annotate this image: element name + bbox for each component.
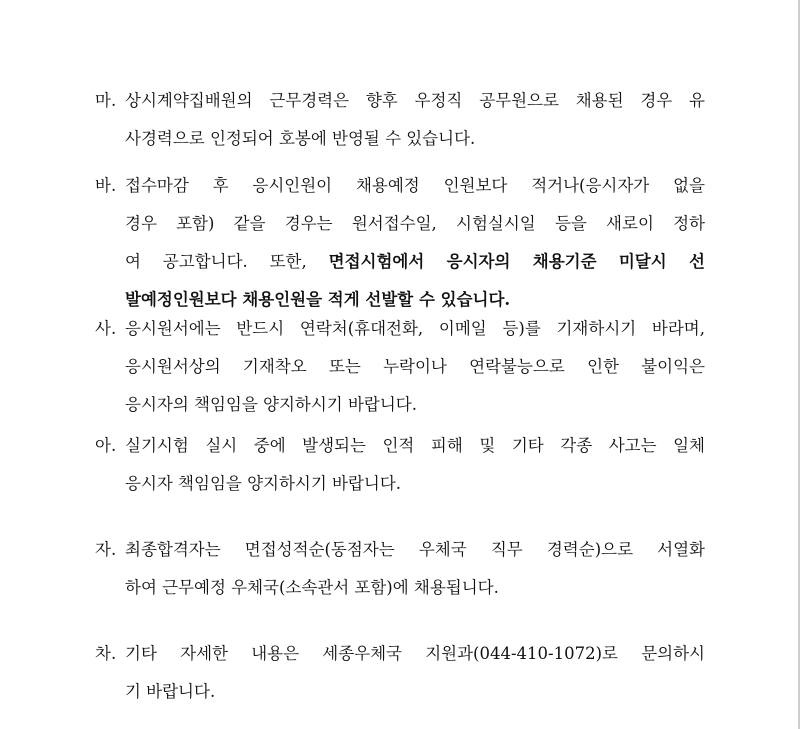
notice-item-sa bbox=[95, 310, 705, 424]
notice-item-ja bbox=[95, 531, 705, 607]
item-marker: 마. bbox=[95, 91, 117, 110]
item-text-line: 경우 포함) 같을 경우는 원서접수일, 시험실시일 등을 새로이 정하 bbox=[125, 214, 705, 233]
item-marker: 자. bbox=[95, 540, 117, 559]
item-text-line: 사경력으로 인정되어 호봉에 반영될 수 있습니다. bbox=[125, 129, 476, 148]
notice-item-ba bbox=[95, 167, 705, 319]
item-text-line: 응시원서에는 반드시 연락처(휴대전화, 이메일 등)를 기재하시기 바라며, bbox=[125, 319, 705, 338]
item-text-bold-segment: 면접시험에서 응시자의 채용기준 미달시 선 bbox=[328, 252, 705, 271]
item-text-line: 실기시험 실시 중에 발생되는 인적 피해 및 기타 각종 사고는 일체 bbox=[125, 436, 705, 455]
item-marker: 차. bbox=[95, 644, 117, 663]
item-text-line: 기타 자세한 내용은 세종우체국 지원과(044-410-1072)로 문의하시 bbox=[125, 644, 705, 663]
item-marker: 아. bbox=[95, 436, 117, 455]
item-text-bold-line: 발예정인원보다 채용인원을 적게 선발할 수 있습니다. bbox=[125, 290, 511, 309]
notice-item-cha bbox=[95, 635, 705, 711]
notice-item-ma bbox=[95, 82, 705, 158]
item-text-segment: 여 공고합니다. 또한, bbox=[125, 252, 307, 271]
item-text-line: 하여 근무예정 우체국(소속관서 포함)에 채용됩니다. bbox=[125, 578, 499, 597]
item-text-line-mixed bbox=[125, 243, 705, 281]
item-marker: 사. bbox=[95, 319, 117, 338]
item-text-line: 응시원서상의 기재착오 또는 누락이나 연락불능으로 인한 불이익은 bbox=[125, 357, 705, 376]
item-text-line: 상시계약집배원의 근무경력은 향후 우정직 공무원으로 채용된 경우 유 bbox=[125, 91, 705, 110]
item-text-line: 응시자 책임임을 양지하시기 바랍니다. bbox=[125, 474, 402, 493]
item-text-line: 최종합격자는 면접성적순(동점자는 우체국 직무 경력순)으로 서열화 bbox=[125, 540, 705, 559]
item-text-line: 기 바랍니다. bbox=[125, 682, 216, 701]
item-text-line: 응시자의 책임임을 양지하시기 바랍니다. bbox=[125, 395, 417, 414]
notice-item-a bbox=[95, 427, 705, 503]
item-text-line: 접수마감 후 응시인원이 채용예정 인원보다 적거나(응시자가 없을 bbox=[125, 176, 705, 195]
item-marker: 바. bbox=[95, 176, 117, 195]
